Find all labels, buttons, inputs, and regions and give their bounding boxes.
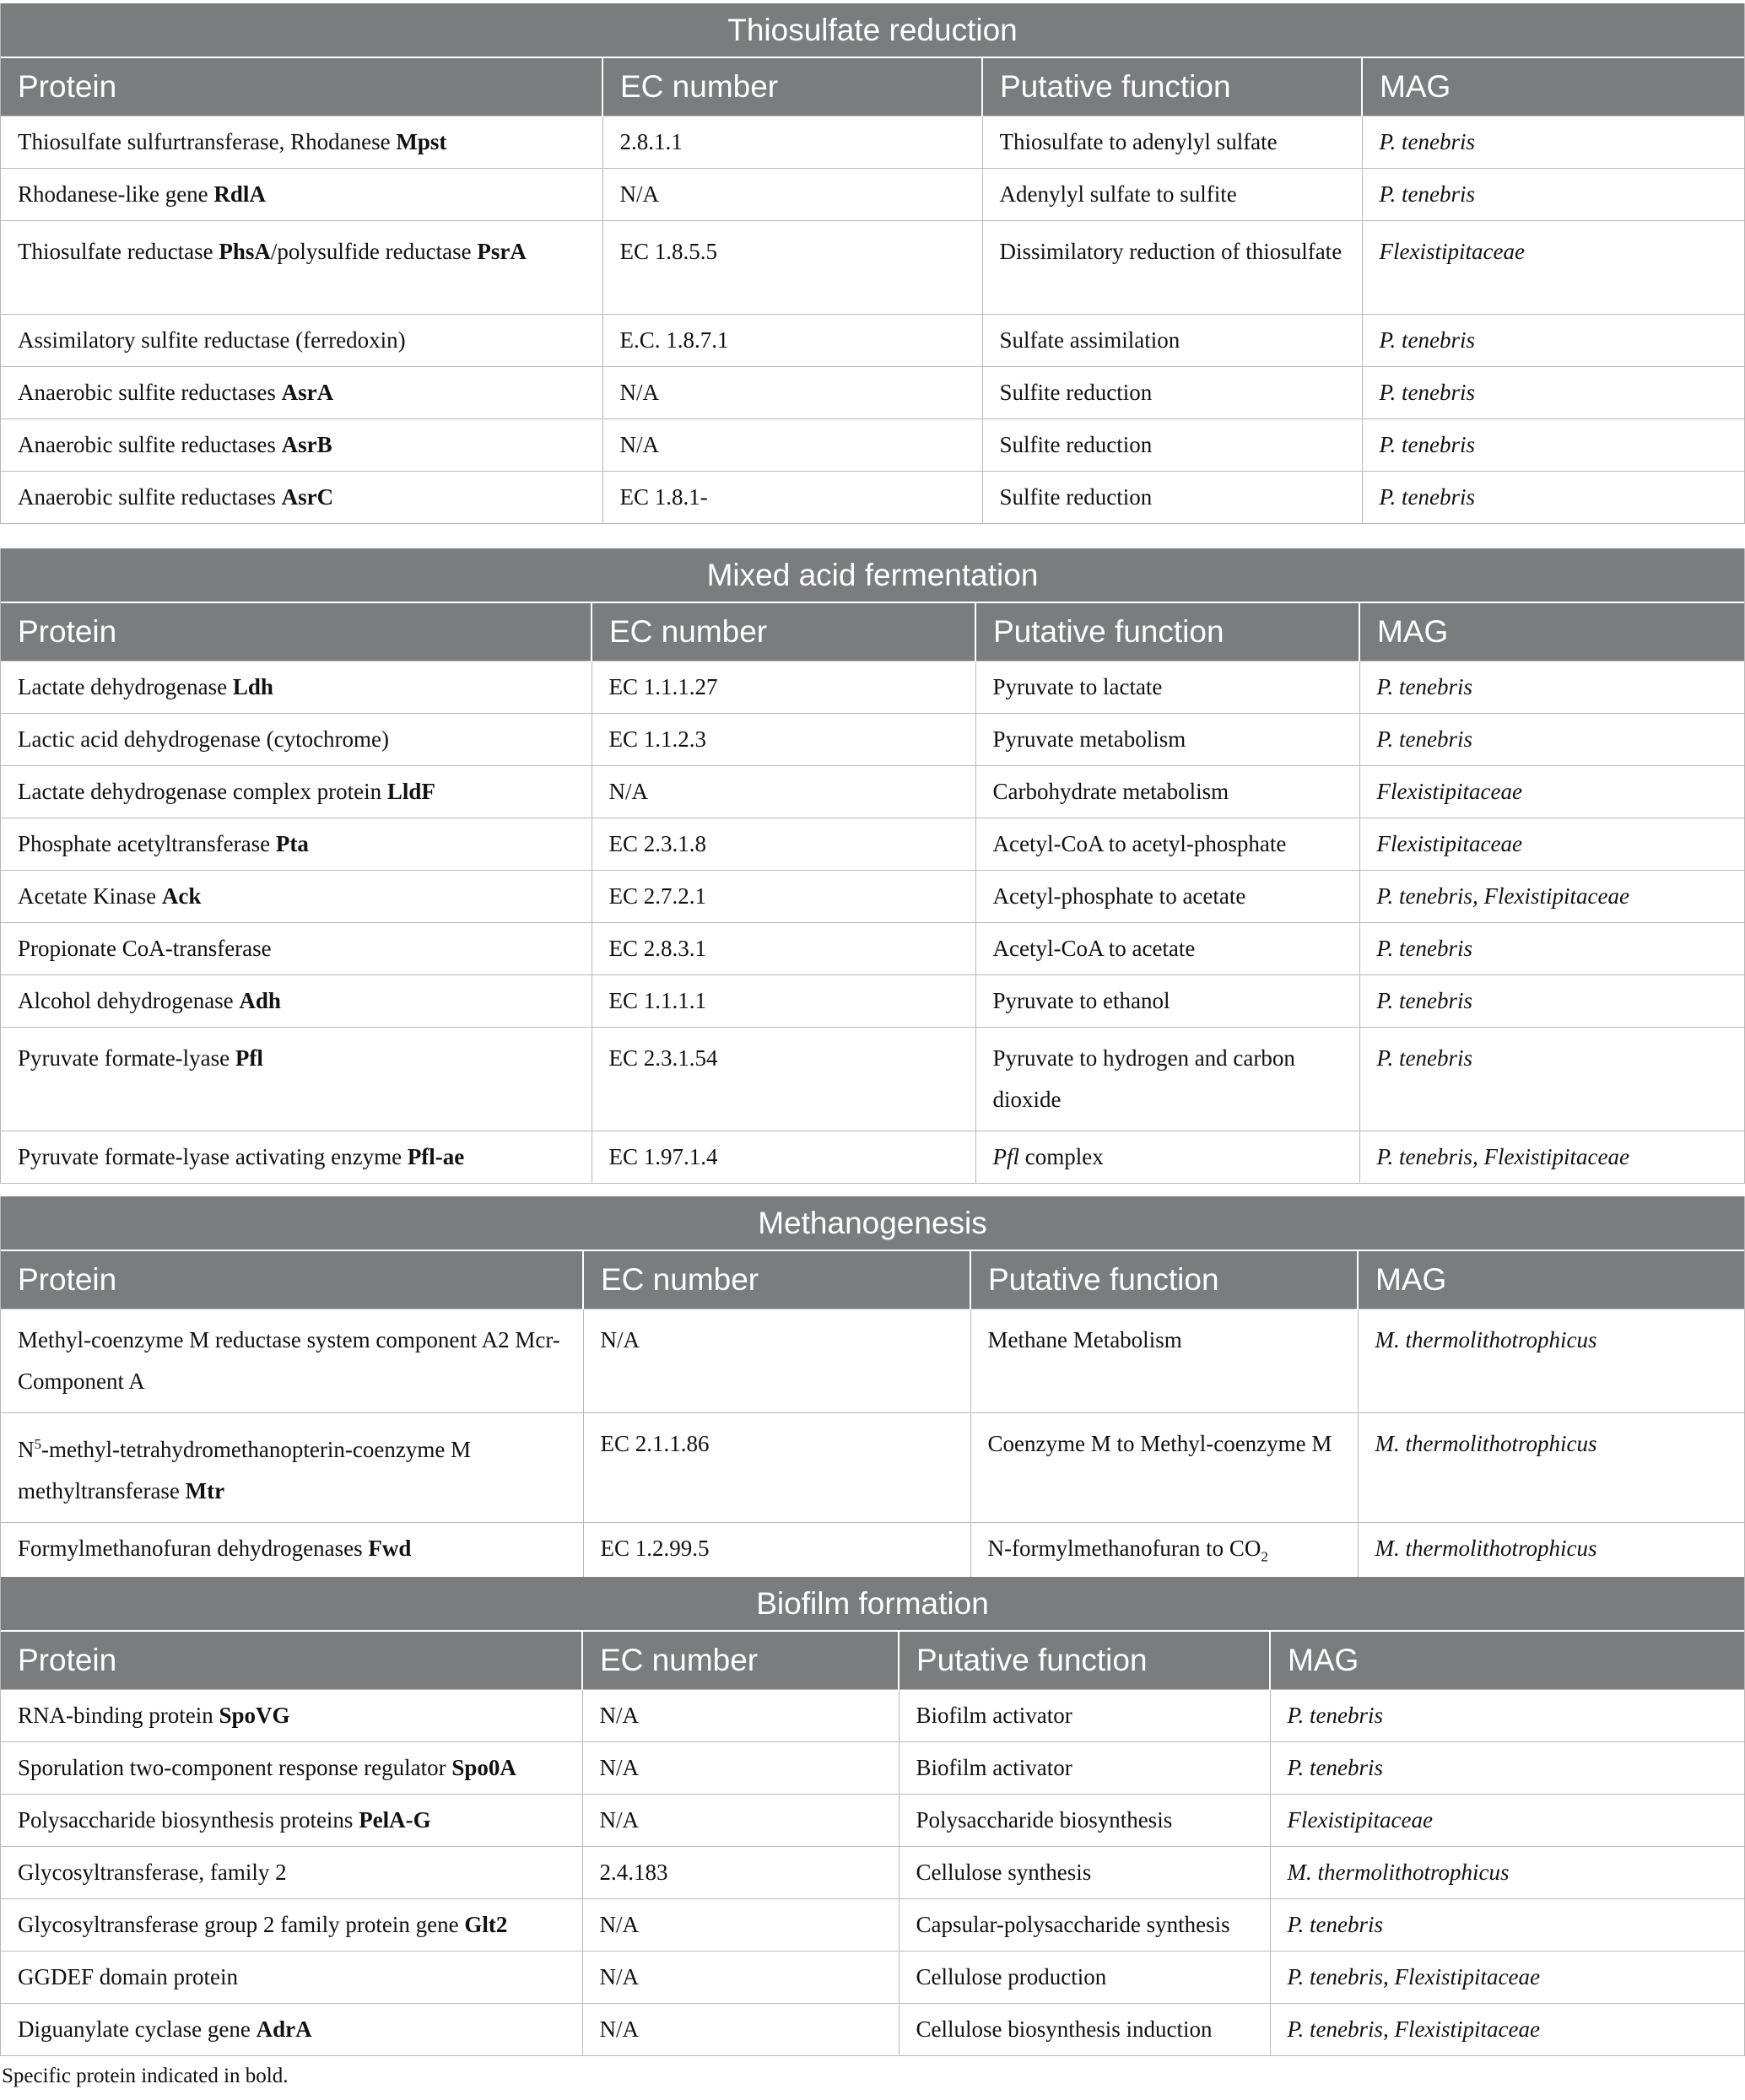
table-row [1, 367, 1744, 419]
data-table [1, 603, 1744, 1183]
ec-cell: EC 2.1.1.86 [583, 1413, 970, 1523]
ec-cell: N/A [582, 1795, 899, 1847]
protein-cell: Acetate Kinase Ack [1, 871, 592, 923]
protein-cell: Assimilatory sulfite reductase (ferredoxin) [1, 315, 602, 367]
function-cell: Sulfite reduction [982, 367, 1362, 419]
table-row [1, 419, 1744, 472]
header-row [1, 603, 1744, 661]
section-biofilm-formation [0, 1577, 1745, 2056]
ec-cell: 2.8.1.1 [602, 116, 982, 169]
ec-cell: EC 2.3.1.8 [592, 818, 975, 871]
col-header-ec-number: EC number [582, 1632, 899, 1690]
protein-cell: Glycosyltransferase, family 2 [1, 1847, 582, 1899]
data-table [1, 1251, 1744, 1582]
protein-cell: Lactate dehydrogenase Ldh [1, 661, 592, 714]
table-row [1, 1899, 1744, 1952]
mag-cell: P. tenebris [1362, 367, 1744, 419]
mag-cell: P. tenebris [1270, 1742, 1744, 1795]
table-row [1, 818, 1744, 871]
function-cell: Acetyl-CoA to acetate [975, 923, 1359, 975]
table-footnote: Specific protein indicated in bold. [2, 2065, 289, 2087]
function-cell: Biofilm activator [899, 1690, 1270, 1742]
data-table [1, 1632, 1744, 2055]
header-row [1, 1632, 1744, 1690]
ec-cell: EC 1.2.99.5 [583, 1523, 970, 1583]
function-cell: Sulfite reduction [982, 472, 1362, 524]
table-row [1, 315, 1744, 367]
function-cell: Thiosulfate to adenylyl sulfate [982, 116, 1362, 169]
function-cell: Capsular-polysaccharide synthesis [899, 1899, 1270, 1952]
protein-cell: $N^5-methyl-tetrahydromethanopterin$-coenzyme M methyltransferase Mtr [1, 1413, 583, 1523]
protein-cell: RNA-binding protein SpoVG [1, 1690, 582, 1742]
function-cell: Cellulose biosynthesis induction [899, 2004, 1270, 2056]
ec-cell: EC 1.1.1.1 [592, 975, 975, 1028]
mag-cell: P. tenebris [1362, 419, 1744, 472]
mag-cell: P. tenebris [1359, 975, 1744, 1028]
protein-cell: Methyl-coenzyme M reductase system component A2 Mcr-Component A [1, 1309, 583, 1413]
ec-cell: N/A [602, 169, 982, 221]
col-header-protein: Protein [1, 58, 602, 116]
section-title: Biofilm formation [1, 1577, 1744, 1632]
ec-cell: N/A [592, 766, 975, 818]
table-row [1, 472, 1744, 524]
ec-cell: N/A [602, 419, 982, 472]
table-row [1, 1523, 1744, 1583]
ec-cell: E.C. 1.8.7.1 [602, 315, 982, 367]
mag-cell: P. tenebris [1362, 315, 1744, 367]
table-row [1, 1309, 1744, 1413]
protein-cell: Alcohol dehydrogenase Adh [1, 975, 592, 1028]
function-cell: Coenzyme M to Methyl-coenzyme M [970, 1413, 1358, 1523]
function-cell: Pyruvate metabolism [975, 714, 1359, 766]
protein-cell: Anaerobic sulfite reductases AsrA [1, 367, 602, 419]
ec-cell: N/A [582, 1690, 899, 1742]
protein-cell: Phosphate acetyltransferase Pta [1, 818, 592, 871]
function-cell: Acetyl-CoA to acetyl-phosphate [975, 818, 1359, 871]
ec-cell: EC 1.97.1.4 [592, 1131, 975, 1184]
col-header-ec-number: EC number [602, 58, 982, 116]
mag-cell: M. thermolithotrophicus [1358, 1523, 1744, 1583]
table-row [1, 1413, 1744, 1523]
mag-cell: P. tenebris [1362, 169, 1744, 221]
ec-cell: N/A [602, 367, 982, 419]
function-cell: Pyruvate to lactate [975, 661, 1359, 714]
data-table [1, 58, 1744, 523]
section-methanogenesis [0, 1196, 1745, 1583]
function-cell: Dissimilatory reduction of thiosulfate [982, 221, 1362, 315]
protein-cell: Lactic acid dehydrogenase (cytochrome) [1, 714, 592, 766]
function-cell: Carbohydrate metabolism [975, 766, 1359, 818]
function-cell: Sulfite reduction [982, 419, 1362, 472]
ec-cell: N/A [582, 2004, 899, 2056]
col-header-putative-function: Putative function [970, 1251, 1358, 1309]
ec-cell: EC 2.3.1.54 [592, 1028, 975, 1131]
function-cell: Pfl complex [975, 1131, 1359, 1184]
table-row [1, 1028, 1744, 1131]
col-header-ec-number: EC number [592, 603, 975, 661]
mag-cell: P. tenebris [1270, 1690, 1744, 1742]
ec-cell: N/A [582, 1742, 899, 1795]
ec-cell: N/A [583, 1309, 970, 1413]
col-header-protein: Protein [1, 1251, 583, 1309]
col-header-putative-function: Putative function [982, 58, 1362, 116]
col-header-putative-function: Putative function [975, 603, 1359, 661]
col-header-protein: Protein [1, 603, 592, 661]
function-cell: N-formylmethanofuran to $CO_2$ [970, 1523, 1358, 1583]
mag-cell: P. tenebris [1270, 1899, 1744, 1952]
ec-cell: EC 1.8.5.5 [602, 221, 982, 315]
function-cell: Acetyl-phosphate to acetate [975, 871, 1359, 923]
mag-cell: P. tenebris, Flexistipitaceae [1270, 2004, 1744, 2056]
protein-cell: Glycosyltransferase group 2 family protein gene Glt2 [1, 1899, 582, 1952]
col-header-mag: MAG [1270, 1632, 1744, 1690]
mag-cell: Flexistipitaceae [1362, 221, 1744, 315]
mag-cell: P. tenebris [1362, 472, 1744, 524]
protein-cell: Pyruvate formate-lyase Pfl [1, 1028, 592, 1131]
table-row [1, 169, 1744, 221]
table-row [1, 871, 1744, 923]
protein-cell: Sporulation two-component response regulator Spo0A [1, 1742, 582, 1795]
ec-cell: N/A [582, 1952, 899, 2004]
section-thiosulfate-reduction [0, 3, 1745, 524]
table-row [1, 923, 1744, 975]
ec-cell: 2.4.183 [582, 1847, 899, 1899]
ec-cell: EC 1.8.1- [602, 472, 982, 524]
protein-cell: Pyruvate formate-lyase activating enzyme Pfl-ae [1, 1131, 592, 1184]
table-row [1, 1742, 1744, 1795]
mag-cell: P. tenebris [1359, 661, 1744, 714]
function-cell: Pyruvate to ethanol [975, 975, 1359, 1028]
protein-cell: Rhodanese-like gene RdlA [1, 169, 602, 221]
col-header-ec-number: EC number [583, 1251, 970, 1309]
table-row [1, 1952, 1744, 2004]
table-row [1, 661, 1744, 714]
mag-cell: P. tenebris, Flexistipitaceae [1359, 871, 1744, 923]
table-row [1, 116, 1744, 169]
header-row [1, 1251, 1744, 1309]
section-title: Mixed acid fermentation [1, 548, 1744, 603]
protein-cell: Formylmethanofuran dehydrogenases Fwd [1, 1523, 583, 1583]
col-header-mag: MAG [1358, 1251, 1744, 1309]
table-row [1, 714, 1744, 766]
mag-cell: M. thermolithotrophicus [1270, 1847, 1744, 1899]
mag-cell: P. tenebris, Flexistipitaceae [1359, 1131, 1744, 1184]
function-cell: Sulfate assimilation [982, 315, 1362, 367]
mag-cell: P. tenebris [1359, 1028, 1744, 1131]
protein-cell: Diguanylate cyclase gene AdrA [1, 2004, 582, 2056]
mag-cell: P. tenebris [1359, 923, 1744, 975]
table-row [1, 1847, 1744, 1899]
col-header-mag: MAG [1362, 58, 1744, 116]
table-row [1, 221, 1744, 315]
mag-cell: M. thermolithotrophicus [1358, 1413, 1744, 1523]
function-cell: Adenylyl sulfate to sulfite [982, 169, 1362, 221]
function-cell: Polysaccharide biosynthesis [899, 1795, 1270, 1847]
protein-cell: Lactate dehydrogenase complex protein LldF [1, 766, 592, 818]
function-cell: Biofilm activator [899, 1742, 1270, 1795]
table-row [1, 1690, 1744, 1742]
function-cell: Cellulose production [899, 1952, 1270, 2004]
table-row [1, 975, 1744, 1028]
table-row [1, 1131, 1744, 1184]
mag-cell: P. tenebris [1362, 116, 1744, 169]
function-cell: Pyruvate to hydrogen and carbon dioxide [975, 1028, 1359, 1131]
table-row [1, 766, 1744, 818]
protein-cell: GGDEF domain protein [1, 1952, 582, 2004]
section-title: Thiosulfate reduction [1, 3, 1744, 58]
protein-cell: Thiosulfate sulfurtransferase, Rhodanese Mpst [1, 116, 602, 169]
function-cell: Methane Metabolism [970, 1309, 1358, 1413]
protein-cell: Polysaccharide biosynthesis proteins PelA-G [1, 1795, 582, 1847]
table-row [1, 2004, 1744, 2056]
function-cell: Cellulose synthesis [899, 1847, 1270, 1899]
ec-cell: EC 2.7.2.1 [592, 871, 975, 923]
ec-cell: EC 2.8.3.1 [592, 923, 975, 975]
mag-cell: P. tenebris, Flexistipitaceae [1270, 1952, 1744, 2004]
header-row [1, 58, 1744, 116]
protein-cell: Propionate CoA-transferase [1, 923, 592, 975]
ec-cell: EC 1.1.2.3 [592, 714, 975, 766]
protein-cell: Anaerobic sulfite reductases AsrC [1, 472, 602, 524]
ec-cell: EC 1.1.1.27 [592, 661, 975, 714]
col-header-mag: MAG [1359, 603, 1744, 661]
section-title: Methanogenesis [1, 1196, 1744, 1251]
mag-cell: Flexistipitaceae [1270, 1795, 1744, 1847]
protein-cell: Thiosulfate reductase PhsA/polysulfide reductase PsrA [1, 221, 602, 315]
col-header-putative-function: Putative function [899, 1632, 1270, 1690]
col-header-protein: Protein [1, 1632, 582, 1690]
mag-cell: P. tenebris [1359, 714, 1744, 766]
mag-cell: Flexistipitaceae [1359, 818, 1744, 871]
mag-cell: Flexistipitaceae [1359, 766, 1744, 818]
section-mixed-acid-fermentation [0, 548, 1745, 1184]
table-row [1, 1795, 1744, 1847]
protein-cell: Anaerobic sulfite reductases AsrB [1, 419, 602, 472]
mag-cell: M. thermolithotrophicus [1358, 1309, 1744, 1413]
ec-cell: N/A [582, 1899, 899, 1952]
